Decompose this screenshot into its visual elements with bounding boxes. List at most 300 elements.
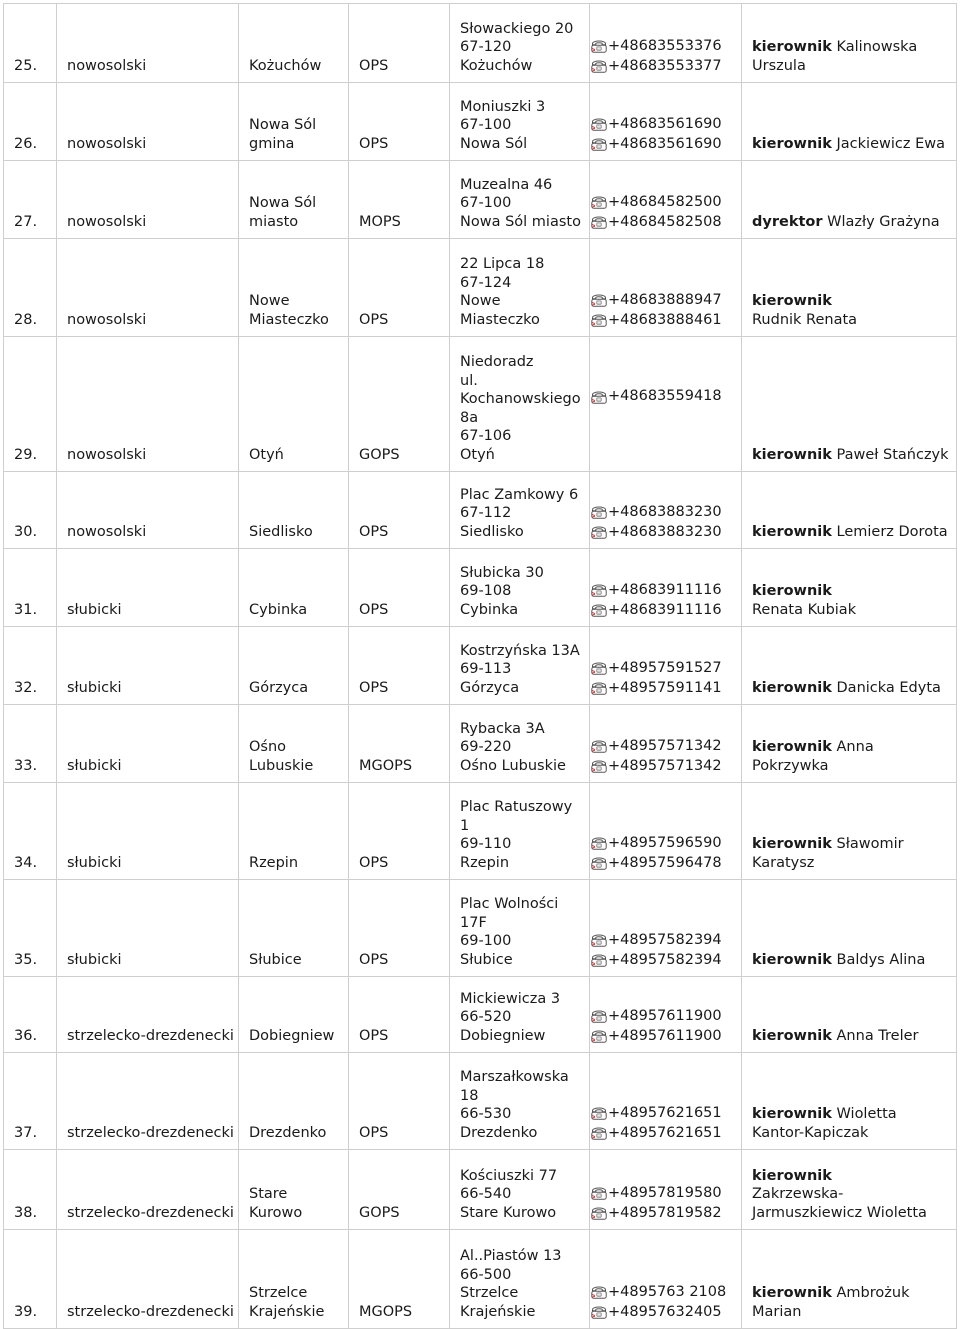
phone-cell xyxy=(590,472,742,549)
phone-line xyxy=(591,1123,741,1143)
county-name: słubicki xyxy=(67,601,122,618)
commune-line: Kożuchów xyxy=(249,57,322,74)
phone-cell xyxy=(590,4,742,83)
commune-line: Miasteczko xyxy=(249,311,329,328)
phone-number: +48957621651 xyxy=(608,1124,722,1141)
phone-number: +48683888461 xyxy=(608,311,722,328)
contact-name: Renata Kubiak xyxy=(752,601,857,618)
contact-person-cell xyxy=(742,1230,957,1329)
row-number-cell xyxy=(4,1230,57,1329)
commune-line: Stare xyxy=(249,1186,288,1202)
commune-cell xyxy=(239,161,349,239)
institution-type-cell xyxy=(349,83,450,161)
contact-person-cell xyxy=(742,161,957,239)
county-name: słubicki xyxy=(67,854,122,871)
address-line: ul. xyxy=(460,372,478,389)
row-number-cell xyxy=(4,549,57,627)
contact-title: kierownik xyxy=(752,836,832,852)
county-cell xyxy=(57,880,239,977)
phone-line xyxy=(591,833,741,853)
table-row xyxy=(4,161,957,239)
row-number: 30. xyxy=(14,523,38,540)
phone-number: +48957611900 xyxy=(608,1027,722,1044)
county-cell xyxy=(57,1053,239,1150)
contact-name: Anna Treler xyxy=(836,1027,919,1044)
contact-name: Anna Pokrzywka xyxy=(752,739,874,774)
commune-cell xyxy=(239,880,349,977)
contact-name: Sławomir Karatysz xyxy=(752,836,904,871)
contact-person-cell xyxy=(742,1053,957,1150)
row-number: 26. xyxy=(14,135,38,152)
row-number: 33. xyxy=(14,757,38,774)
address-line: 1 xyxy=(460,817,470,834)
institution-type: OPS xyxy=(359,1027,389,1044)
commune-line: Rzepin xyxy=(249,854,299,871)
commune-line: Cybinka xyxy=(249,601,308,618)
telephone-icon xyxy=(591,293,607,307)
contact-title: kierownik xyxy=(752,293,832,309)
telephone-icon xyxy=(591,39,607,53)
table-row xyxy=(4,4,957,83)
row-number: 32. xyxy=(14,679,38,696)
contact-title: kierownik xyxy=(752,523,832,540)
county-cell xyxy=(57,239,239,337)
address-line: 66-540 xyxy=(460,1186,512,1202)
row-number: 25. xyxy=(14,57,38,74)
address-line: Cybinka xyxy=(460,601,519,618)
telephone-icon xyxy=(591,195,607,209)
institution-type-cell xyxy=(349,161,450,239)
county-name: słubicki xyxy=(67,951,122,968)
telephone-icon xyxy=(591,525,607,539)
institution-type: OPS xyxy=(359,57,389,74)
phone-line xyxy=(591,678,741,698)
contact-person-cell xyxy=(742,337,957,472)
phone-cell xyxy=(590,161,742,239)
phone-cell xyxy=(590,705,742,783)
address-line: Dobiegniew xyxy=(460,1027,546,1044)
row-number: 35. xyxy=(14,951,38,968)
table-body xyxy=(4,4,957,1329)
address-line: 69-113 xyxy=(460,661,512,677)
row-number: 28. xyxy=(14,311,38,328)
county-cell xyxy=(57,705,239,783)
institution-type-cell xyxy=(349,549,450,627)
telephone-icon xyxy=(591,1009,607,1023)
phone-number: +48957819580 xyxy=(608,1184,722,1201)
telephone-icon xyxy=(591,137,607,151)
county-name: nowosolski xyxy=(67,135,147,152)
phone-cell xyxy=(590,1150,742,1230)
contact-person-cell xyxy=(742,239,957,337)
address-cell xyxy=(450,1150,590,1230)
institution-type: MGOPS xyxy=(359,1303,413,1320)
phone-number: +48957571342 xyxy=(608,757,722,774)
address-cell xyxy=(450,880,590,977)
commune-cell xyxy=(239,4,349,83)
row-number: 37. xyxy=(14,1124,38,1141)
institution-type: MOPS xyxy=(359,213,401,230)
phone-line xyxy=(591,387,741,407)
row-number-cell xyxy=(4,783,57,880)
address-cell xyxy=(450,239,590,337)
address-line: 69-108 xyxy=(460,583,512,599)
contact-person-cell xyxy=(742,83,957,161)
contact-name: Jackiewicz Ewa xyxy=(836,135,945,152)
phone-number: +48684582508 xyxy=(608,213,722,230)
contact-title: kierownik xyxy=(752,39,832,55)
table-row xyxy=(4,783,957,880)
contact-title: kierownik xyxy=(752,583,832,599)
phone-number: +48683911116 xyxy=(608,601,722,618)
institution-type-cell xyxy=(349,977,450,1053)
phone-number: +48684582500 xyxy=(608,193,722,210)
commune-line: Słubice xyxy=(249,951,302,968)
institution-type: OPS xyxy=(359,601,389,618)
county-name: strzelecko-drezdenecki xyxy=(67,1124,234,1141)
telephone-icon xyxy=(591,1186,607,1200)
county-cell xyxy=(57,977,239,1053)
address-cell xyxy=(450,1053,590,1150)
phone-number: +48957571342 xyxy=(608,737,722,754)
phone-line xyxy=(591,56,741,76)
contact-title: kierownik xyxy=(752,1285,832,1301)
phone-cell xyxy=(590,977,742,1053)
phone-cell xyxy=(590,549,742,627)
institution-type-cell xyxy=(349,472,450,549)
telephone-icon xyxy=(591,1285,607,1299)
commune-cell xyxy=(239,549,349,627)
phone-cell xyxy=(590,337,742,472)
phone-number: +48683561690 xyxy=(608,135,722,152)
commune-cell xyxy=(239,337,349,472)
phone-cell xyxy=(590,627,742,705)
address-cell xyxy=(450,977,590,1053)
address-line: Al..Piastów 13 xyxy=(460,1248,562,1264)
county-name: strzelecko-drezdenecki xyxy=(67,1027,234,1044)
telephone-icon xyxy=(591,505,607,519)
telephone-icon xyxy=(591,953,607,967)
contact-name: Kalinowska Urszula xyxy=(752,39,918,74)
commune-line: Górzyca xyxy=(249,679,309,696)
table-row xyxy=(4,977,957,1053)
phone-number: +48683559418 xyxy=(608,388,722,405)
address-line: 69-100 xyxy=(460,933,512,949)
phone-line xyxy=(591,134,741,154)
contact-title: kierownik xyxy=(752,135,832,152)
contact-title: kierownik xyxy=(752,446,832,463)
table-row xyxy=(4,1230,957,1329)
commune-line: Nowa Sól xyxy=(249,195,317,211)
contact-title: kierownik xyxy=(752,1167,832,1184)
table-row xyxy=(4,1053,957,1150)
telephone-icon xyxy=(591,933,607,947)
row-number-cell xyxy=(4,239,57,337)
phone-line xyxy=(591,580,741,600)
phone-line xyxy=(591,192,741,212)
address-line: 66-520 xyxy=(460,1009,512,1025)
table-row xyxy=(4,705,957,783)
phone-line xyxy=(591,1026,741,1046)
phone-line xyxy=(591,290,741,310)
row-number: 38. xyxy=(14,1204,38,1221)
institution-type-cell xyxy=(349,337,450,472)
table-row xyxy=(4,627,957,705)
phone-cell xyxy=(590,880,742,977)
contact-name: Wlazły Grażyna xyxy=(827,213,940,230)
address-line: 67-106 xyxy=(460,428,512,444)
phone-number: +48957582394 xyxy=(608,951,722,968)
row-number-cell xyxy=(4,83,57,161)
institution-type-cell xyxy=(349,705,450,783)
address-line: Górzyca xyxy=(460,679,520,696)
address-cell xyxy=(450,4,590,83)
commune-line: Lubuskie xyxy=(249,757,314,774)
commune-cell xyxy=(239,705,349,783)
address-line: Plac Zamkowy 6 xyxy=(460,486,579,503)
row-number-cell xyxy=(4,4,57,83)
county-cell xyxy=(57,1230,239,1329)
contact-person-cell xyxy=(742,549,957,627)
ops-directory-table xyxy=(3,3,957,1329)
institution-type: OPS xyxy=(359,523,389,540)
commune-cell xyxy=(239,83,349,161)
address-line: Kostrzyńska 13A xyxy=(460,642,580,659)
address-line: 67-112 xyxy=(460,505,512,521)
phone-cell xyxy=(590,239,742,337)
contact-person-cell xyxy=(742,1150,957,1230)
telephone-icon xyxy=(591,836,607,850)
address-line: Mickiewicza 3 xyxy=(460,990,561,1007)
county-name: strzelecko-drezdenecki xyxy=(67,1204,234,1221)
phone-line xyxy=(591,502,741,522)
address-line: Kożuchów xyxy=(460,57,533,74)
phone-number: +48683883230 xyxy=(608,503,722,520)
address-line: Otyń xyxy=(460,446,495,463)
telephone-icon xyxy=(591,1305,607,1319)
county-name: nowosolski xyxy=(67,523,147,540)
address-line: Muzealna 46 xyxy=(460,176,553,193)
row-number: 34. xyxy=(14,854,38,871)
row-number-cell xyxy=(4,1053,57,1150)
address-line: 8a xyxy=(460,409,479,426)
row-number-cell xyxy=(4,1150,57,1230)
county-name: słubicki xyxy=(67,679,122,696)
contact-title: kierownik xyxy=(752,679,832,696)
address-line: Rzepin xyxy=(460,854,510,871)
address-cell xyxy=(450,783,590,880)
phone-number: +48957582394 xyxy=(608,931,722,948)
phone-line xyxy=(591,212,741,232)
commune-line: Nowa Sól xyxy=(249,117,317,133)
row-number: 29. xyxy=(14,446,38,463)
telephone-icon xyxy=(591,390,607,404)
phone-number: +48683888947 xyxy=(608,291,722,308)
county-cell xyxy=(57,783,239,880)
commune-line: miasto xyxy=(249,213,299,230)
institution-type-cell xyxy=(349,239,450,337)
institution-type: GOPS xyxy=(359,1204,400,1221)
institution-type-cell xyxy=(349,4,450,83)
phone-line xyxy=(591,600,741,620)
phone-line xyxy=(591,950,741,970)
contact-title: kierownik xyxy=(752,739,832,755)
county-name: nowosolski xyxy=(67,311,147,328)
address-line: 67-124 xyxy=(460,274,512,291)
phone-line xyxy=(591,1203,741,1223)
phone-line xyxy=(591,1006,741,1026)
address-line: Moniuszki 3 xyxy=(460,98,546,115)
table-row xyxy=(4,239,957,337)
commune-cell xyxy=(239,627,349,705)
row-number-cell xyxy=(4,880,57,977)
commune-cell xyxy=(239,1053,349,1150)
address-line: 22 Lipca 18 xyxy=(460,256,545,272)
phone-line xyxy=(591,756,741,776)
address-line: 69-220 xyxy=(460,739,512,755)
address-line: Miasteczko xyxy=(460,311,540,328)
row-number-cell xyxy=(4,977,57,1053)
address-line: Strzelce xyxy=(460,1285,519,1301)
address-line: Nowa Sól miasto xyxy=(460,213,581,230)
address-line: Kochanowskiego xyxy=(460,391,581,407)
commune-line: Ośno xyxy=(249,739,287,755)
address-line: Słubice xyxy=(460,951,513,968)
contact-name: Danicka Edyta xyxy=(836,679,941,696)
address-line: 66-530 xyxy=(460,1106,512,1122)
contact-person-cell xyxy=(742,4,957,83)
telephone-icon xyxy=(591,1126,607,1140)
commune-line: Siedlisko xyxy=(249,523,313,540)
institution-type: OPS xyxy=(359,135,389,152)
contact-name: Lemierz Dorota xyxy=(836,523,948,540)
phone-line xyxy=(591,1302,741,1322)
phone-line xyxy=(591,736,741,756)
address-line: Rybacka 3A xyxy=(460,720,545,737)
address-line: 67-100 xyxy=(460,117,512,133)
phone-number: +48683883230 xyxy=(608,523,722,540)
phone-line xyxy=(591,522,741,542)
county-name: nowosolski xyxy=(67,446,147,463)
address-line: Słubicka 30 xyxy=(460,564,544,581)
phone-line xyxy=(591,1282,741,1302)
table-row xyxy=(4,337,957,472)
institution-type: OPS xyxy=(359,679,389,696)
address-line: Kościuszki 77 xyxy=(460,1167,558,1184)
telephone-icon xyxy=(591,759,607,773)
row-number-cell xyxy=(4,161,57,239)
phone-number: +48683561690 xyxy=(608,115,722,132)
row-number: 31. xyxy=(14,601,38,618)
phone-line xyxy=(591,853,741,873)
institution-type-cell xyxy=(349,783,450,880)
phone-number: +48957596478 xyxy=(608,854,722,871)
address-line: Ośno Lubuskie xyxy=(460,757,566,774)
contact-person-cell xyxy=(742,472,957,549)
telephone-icon xyxy=(591,59,607,73)
institution-type: OPS xyxy=(359,854,389,871)
county-name: nowosolski xyxy=(67,213,147,230)
telephone-icon xyxy=(591,1106,607,1120)
address-line: 67-120 xyxy=(460,39,512,55)
telephone-icon xyxy=(591,603,607,617)
institution-type-cell xyxy=(349,1053,450,1150)
phone-cell xyxy=(590,1230,742,1329)
address-cell xyxy=(450,472,590,549)
contact-title: kierownik xyxy=(752,1027,832,1044)
commune-cell xyxy=(239,1230,349,1329)
address-line: 67-100 xyxy=(460,195,512,211)
address-cell xyxy=(450,705,590,783)
institution-type-cell xyxy=(349,1230,450,1329)
address-cell xyxy=(450,337,590,472)
commune-line: Otyń xyxy=(249,446,284,463)
commune-cell xyxy=(239,239,349,337)
phone-line xyxy=(591,36,741,56)
commune-line: Drezdenko xyxy=(249,1124,327,1141)
county-name: nowosolski xyxy=(67,57,147,74)
phone-number: +48957591527 xyxy=(608,659,722,676)
county-cell xyxy=(57,83,239,161)
commune-line: Strzelce xyxy=(249,1285,308,1301)
address-line: Siedlisko xyxy=(460,523,524,540)
commune-line: gmina xyxy=(249,135,295,152)
phone-number: +48957621651 xyxy=(608,1104,722,1121)
institution-type: OPS xyxy=(359,311,389,328)
contact-name: Zakrzewska-Jarmuszkiewicz Wioletta xyxy=(752,1186,927,1221)
table-row xyxy=(4,472,957,549)
phone-number: +48957819582 xyxy=(608,1204,722,1221)
phone-line xyxy=(591,1183,741,1203)
contact-person-cell xyxy=(742,977,957,1053)
contact-title: kierownik xyxy=(752,951,832,968)
address-cell xyxy=(450,83,590,161)
institution-type-cell xyxy=(349,880,450,977)
county-name: słubicki xyxy=(67,757,122,774)
contact-person-cell xyxy=(742,627,957,705)
address-line: 69-110 xyxy=(460,836,512,852)
commune-cell xyxy=(239,977,349,1053)
commune-line: Kurowo xyxy=(249,1204,303,1221)
commune-cell xyxy=(239,1150,349,1230)
telephone-icon xyxy=(591,681,607,695)
institution-type-cell xyxy=(349,627,450,705)
address-line: Nowa Sól xyxy=(460,135,528,152)
county-cell xyxy=(57,549,239,627)
phone-number: +48683553377 xyxy=(608,57,722,74)
phone-line xyxy=(591,658,741,678)
row-number-cell xyxy=(4,705,57,783)
institution-type: GOPS xyxy=(359,446,400,463)
phone-number: +4895763 2108 xyxy=(608,1283,727,1300)
phone-cell xyxy=(590,1053,742,1150)
commune-line: Nowe xyxy=(249,293,290,309)
address-cell xyxy=(450,627,590,705)
contact-name: Paweł Stańczyk xyxy=(836,446,949,463)
telephone-icon xyxy=(591,856,607,870)
address-line: Krajeńskie xyxy=(460,1303,536,1320)
telephone-icon xyxy=(591,583,607,597)
address-line: Plac Wolności xyxy=(460,896,559,912)
phone-number: +48957591141 xyxy=(608,679,722,696)
address-line: Marszałkowska xyxy=(460,1069,569,1085)
address-line: Plac Ratuszowy xyxy=(460,799,573,815)
institution-type: MGOPS xyxy=(359,757,413,774)
commune-line: Krajeńskie xyxy=(249,1303,325,1320)
telephone-icon xyxy=(591,661,607,675)
contact-name: Wioletta Kantor-Kapiczak xyxy=(752,1106,897,1141)
phone-number: +48683911116 xyxy=(608,581,722,598)
